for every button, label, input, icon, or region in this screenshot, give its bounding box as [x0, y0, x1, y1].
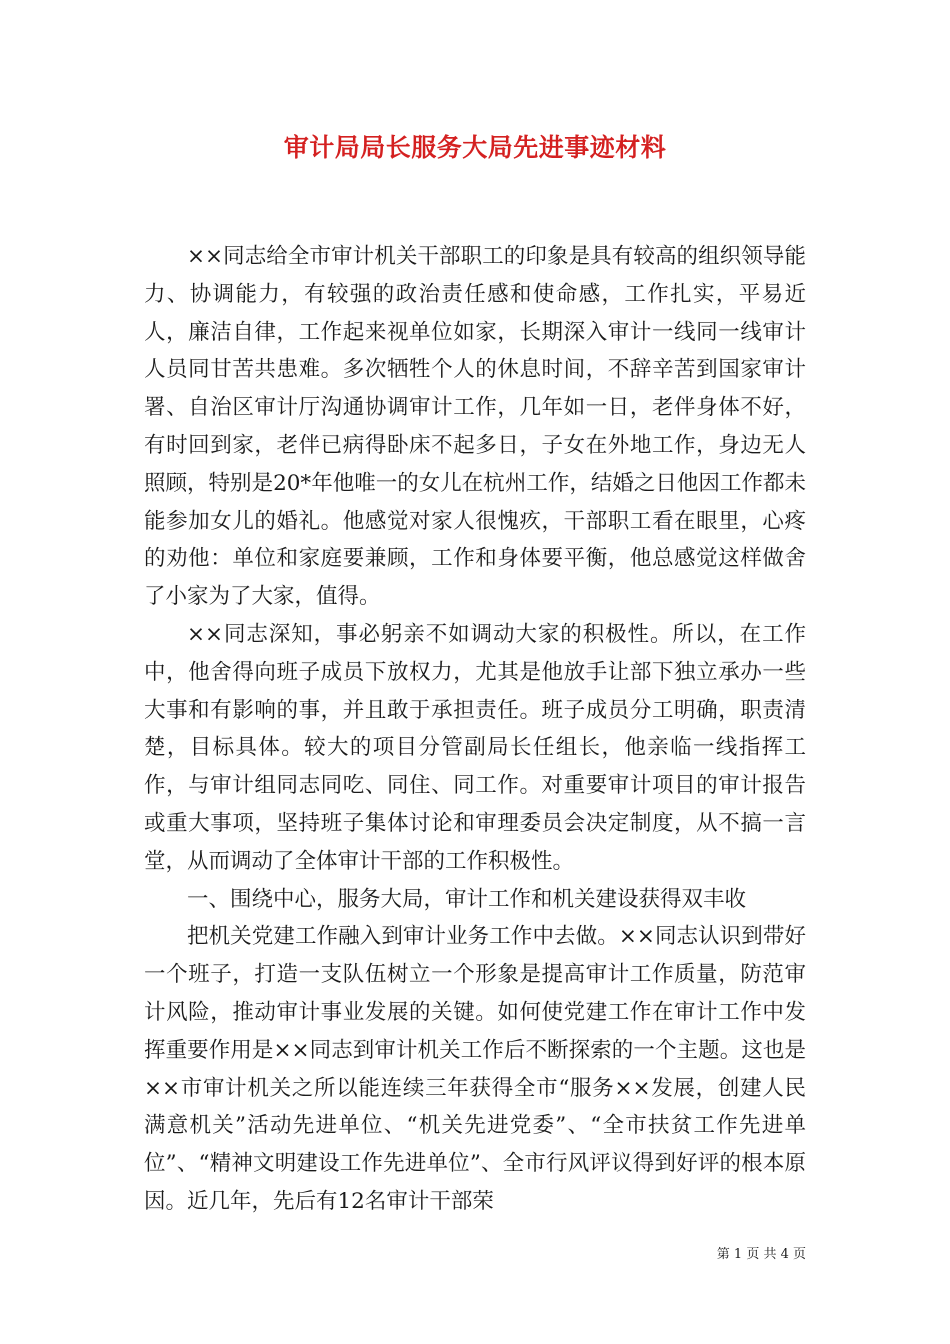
document-title: 审计局局长服务大局先进事迹材料: [283, 133, 667, 162]
paragraph-1: ××同志给全市审计机关干部职工的印象是具有较高的组织领导能力、协调能力，有较强的政治责任感和使命感，工作扎实，平易近人，廉洁自律，工作起来视单位如家，长期深入审计一线同一线审计人员同甘苦共患难。多次牺牲个人的休息时间，不辞辛苦到国家审计署、自治区审计厅沟通协调审计工作，几年如一日，老伴身体不好，有时回到家，老伴已病得卧床不起多日，子女在外地工作，身边无人照顾，特别是20*年他唯一的女儿在杭州工作，结婚之日他因工作都未能参加女儿的婚礼。他感觉对家人很愧疚，干部职工看在眼里，心疼的劝他：单位和家庭要兼顾，工作和身体要平衡，他总感觉这样做舍了小家为了大家，值得。: [144, 244, 806, 610]
section-heading-1: 一、围绕中心，服务大局，审计工作和机关建设获得双丰收: [187, 886, 747, 912]
paragraph-2: ××同志深知，事必躬亲不如调动大家的积极性。所以，在工作中，他舍得向班子成员下放权力，尤其是他放手让部下独立承办一些大事和有影响的事，并且敢于承担责任。班子成员分工明确，职责清楚，目标具体。较大的项目分管副局长任组长，他亲临一线指挥工作，与审计组同志同吃、同住、同工作。对重要审计项目的审计报告或重大事项，坚持班子集体讨论和审理委员会决定制度，从不搞一言堂，从而调动了全体审计干部的工作积极性。: [144, 621, 806, 874]
document-body: [144, 238, 806, 1221]
page-number: 第 1 页 共 4 页: [716, 1247, 806, 1262]
paragraph-3: 把机关党建工作融入到审计业务工作中去做。××同志认识到带好一个班子，打造一支队伍树立一个形象是提高审计工作质量，防范审计风险，推动审计事业发展的关键。如何使党建工作在审计工作中发挥重要作用是××同志到审计机关工作后不断探索的一个主题。这也是××市审计机关之所以能连续三年获得全市“服务××发展，创建人民满意机关”活动先进单位、“机关先进党委”、“全市扶贫工作先进单位”、“精神文明建设工作先进单位”、全市行风评议得到好评的根本原因。近几年，先后有12名审计干部荣: [144, 924, 806, 1214]
